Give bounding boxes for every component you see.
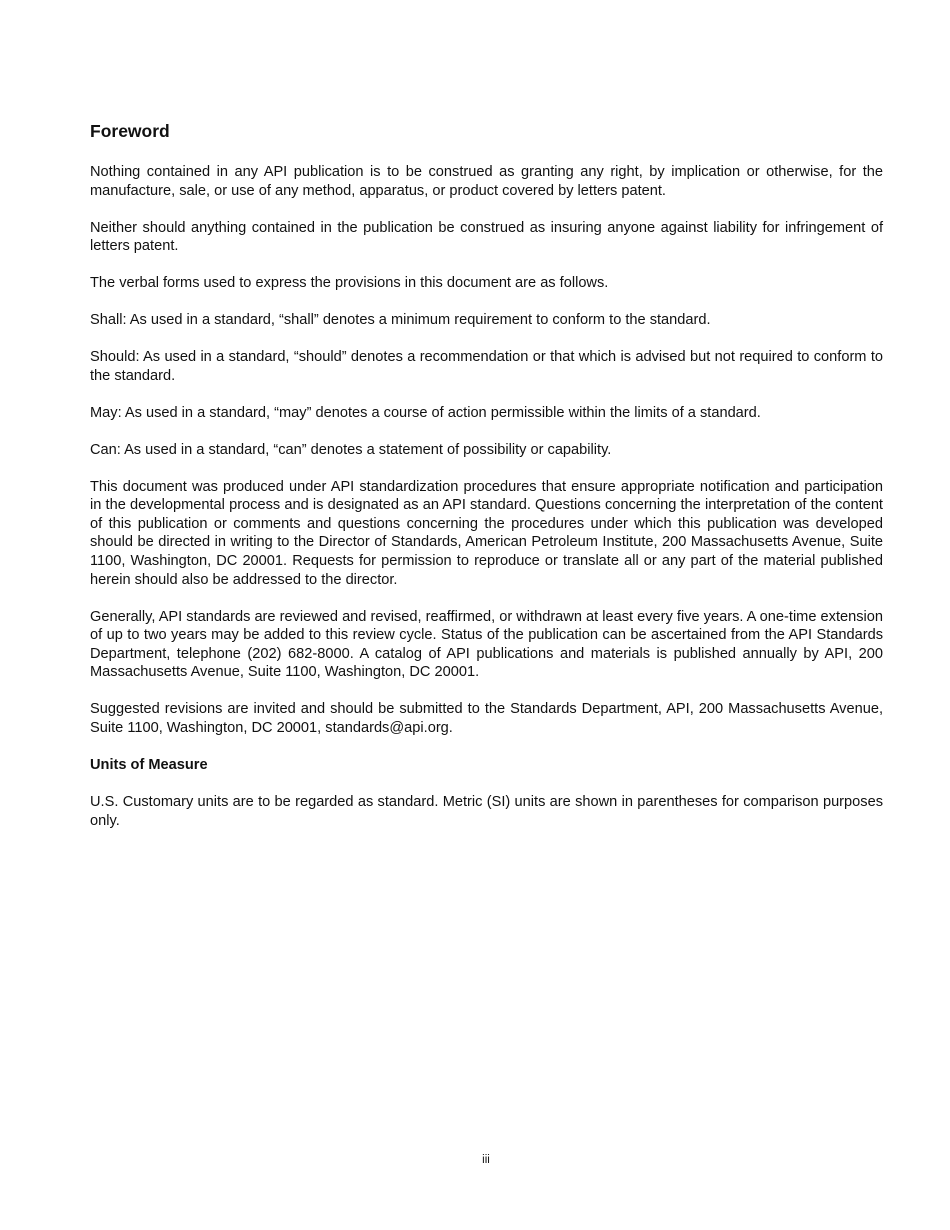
paragraph-patent-rights: Nothing contained in any API publication is to be construed as granting any right, by implication or otherwise, for the manufacture, sale, or use of any method, apparatus, or product covered by letters patent. [90,164,883,199]
paragraph-should: Should: As used in a standard, “should” denotes a recommendation or that which is advised but not required to conform to the standard. [90,349,883,384]
paragraph-can: Can: As used in a standard, “can” denotes a statement of possibility or capability. [90,441,612,458]
paragraph-suggested-revisions: Suggested revisions are invited and should be submitted to the Standards Department, API, 200 Massachusetts Avenue, Suite 1100, Washington, DC 20001, standards@api.org. [90,701,883,736]
paragraph-review-cycle: Generally, API standards are reviewed and revised, reaffirmed, or withdrawn at least every five years. A one-time extension of up to two years may be added to this review cycle. Status of the publication can be ascertained from the API Standards Department, telephone (202) 682-8000. A catalog of API publications and materials is published annually by API, 200 Massachusetts Avenue, Suite 1100, Washington, DC 20001. [90,608,883,681]
paragraph-liability: Neither should anything contained in the publication be construed as insuring anyone against liability for infringement of letters patent. [90,219,883,255]
paragraph-may: May: As used in a standard, “may” denotes a course of action permissible within the limits of a standard. [90,404,761,421]
paragraph-units: U.S. Customary units are to be regarded as standard. Metric (SI) units are shown in parentheses for comparison purposes only. [90,793,883,829]
document-page [90,120,883,849]
foreword-heading: Foreword [90,121,170,141]
paragraph-shall: Shall: As used in a standard, “shall” denotes a minimum requirement to conform to the standard. [90,312,711,329]
paragraph-standardization-procedures: This document was produced under API standardization procedures that ensure appropriate notification and participation in the developmental process and is designated as an API standard. Questions concerning the interpretation of the content of this publication or comments and questions concerning the procedures under which this publication was developed should be directed in writing to the Director of Standards, American Petroleum Institute, 200 Massachusetts Avenue, Suite 1100, Washington, DC 20001. Requests for permission to reproduce or translate all or any part of the material published herein should also be addressed to the director. [90,478,883,588]
paragraph-verbal-forms: The verbal forms used to express the provisions in this document are as follows. [90,275,609,292]
units-of-measure-heading: Units of Measure [90,756,208,773]
page-number: iii [482,1154,490,1166]
